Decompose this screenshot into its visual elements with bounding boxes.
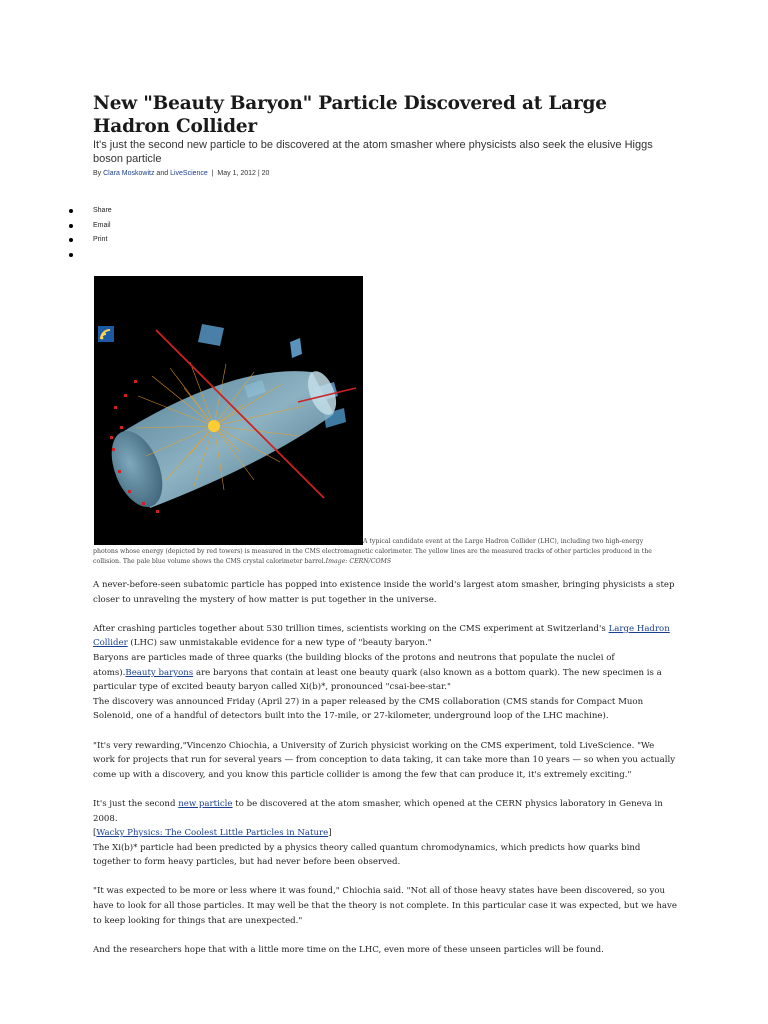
caption-text: A typical candidate event at the Large Hadron Collider (LHC), including two high-energy photons whose energy (depicted by red towers) is measured in the CMS electromagnetic calorimeter. The yellow lines are the measured tracks of other particles produced in the collision. The pale blue volume shows the CMS crystal calorimeter barrel. (93, 538, 652, 565)
byline (93, 170, 269, 177)
paragraph-text: (LHC) saw unmistakable evidence for a new type of "beauty baryon." (127, 638, 432, 649)
article-body (93, 578, 678, 972)
article-subtitle: It's just the second new particle to be discovered at the atom smasher where physicists also seek the elusive Higgs boson particle (93, 139, 653, 165)
byline-date: | May 1, 2012 | 20 (207, 170, 270, 177)
paragraph: The Xi(b)* particle had been predicted by a physics theory called quantum chromodynamics, which predicts how quarks bind together to form heavy particles, but had never before been observed. (93, 842, 641, 868)
share-item-label: Email (93, 221, 111, 229)
link-beauty-baryons[interactable]: Beauty baryons (125, 667, 194, 678)
bracket: [ (93, 828, 97, 839)
paragraph: "It's very rewarding,"Vincenzo Chiochia, a University of Zurich physicist working on the CMS experiment, told LiveScience. "We work for projects that run for several years — from conception to data taking, it can take more than 10 years — so when you actually come up with a discovery, and you know this particle collider is among the few that can produce it, it's extremely exciting." (93, 740, 676, 780)
caption-credit: Image: CERN/COMS (325, 558, 392, 565)
paragraph: The discovery was announced Friday (April 27) in a paper released by the CMS collaboration (CMS stands for Compact Muon Solenoid, one of a handful of detectors built into the 17-mile, or 27-kilometer, underground loop of the LHC machine). (93, 696, 644, 722)
author-link[interactable]: Clara Moskowitz (103, 170, 155, 177)
outlet-link[interactable]: LiveScience (170, 170, 208, 177)
link-wacky-physics[interactable]: Wacky Physics: The Coolest Little Particles in Nature (96, 828, 329, 839)
article-image (94, 276, 363, 545)
byline-and: and (154, 170, 171, 177)
share-item-label: Print (93, 236, 108, 243)
share-item-print[interactable] (66, 233, 112, 248)
bullet-icon (69, 253, 73, 257)
paragraph: And the researchers hope that with a little more time on the LHC, even more of these unseen particles will be found. (93, 944, 604, 955)
paragraph-text: to be discovered at the atom smasher, which opened at the CERN physics laboratory in Geneva in 2008. (93, 798, 663, 824)
bullet-icon (69, 209, 73, 213)
paragraph (93, 651, 678, 695)
paragraph: "It was expected to be more or less where it was found," Chiochia said. "Not all of those heavy states have been discovered, so you have to look for all those particles. It may well be that the theory is not complete. In this particular case it was expected, but we have to keep looking for things that are unexpected." (93, 886, 677, 926)
bracket: ] (328, 828, 332, 839)
byline-prefix: By (93, 170, 104, 177)
share-item-email[interactable] (66, 219, 112, 234)
image-caption (93, 537, 653, 567)
bullet-icon (69, 238, 73, 242)
share-item-label: Share (93, 207, 112, 214)
page-title: New "Beauty Baryon" Particle Discovered at Large Hadron Collider (93, 93, 607, 137)
paragraph (93, 622, 678, 651)
share-item-empty[interactable] (66, 248, 112, 263)
paragraph (93, 797, 678, 841)
paragraph-text: It's just the second (93, 798, 179, 809)
paragraph-text: Baryons are particles made of three quarks (the building blocks of the protons and neutrons that populate the nuclei of atoms). (93, 652, 615, 678)
link-large-hadron-collider[interactable]: Large Hadron Collider (93, 623, 670, 649)
paragraph-text: are baryons that contain at least one beauty quark (also known as a bottom quark). The new specimen is a particular type of excited beauty baryon called Xi(b)*, pronounced "csai-bee-star." (93, 667, 662, 693)
bullet-icon (69, 224, 73, 228)
share-menu (66, 204, 112, 262)
paragraph: A never-before-seen subatomic particle has popped into existence inside the world's largest atom smasher, bringing physicists a step closer to unraveling the mystery of how matter is put together in the universe. (93, 580, 675, 605)
link-new-particle[interactable]: new particle (178, 798, 233, 809)
paragraph-text: After crashing particles together about 530 trillion times, scientists working on the CMS experiment at Switzerland's (93, 623, 609, 634)
signal-icon (98, 326, 114, 342)
share-item-share[interactable] (66, 204, 112, 219)
